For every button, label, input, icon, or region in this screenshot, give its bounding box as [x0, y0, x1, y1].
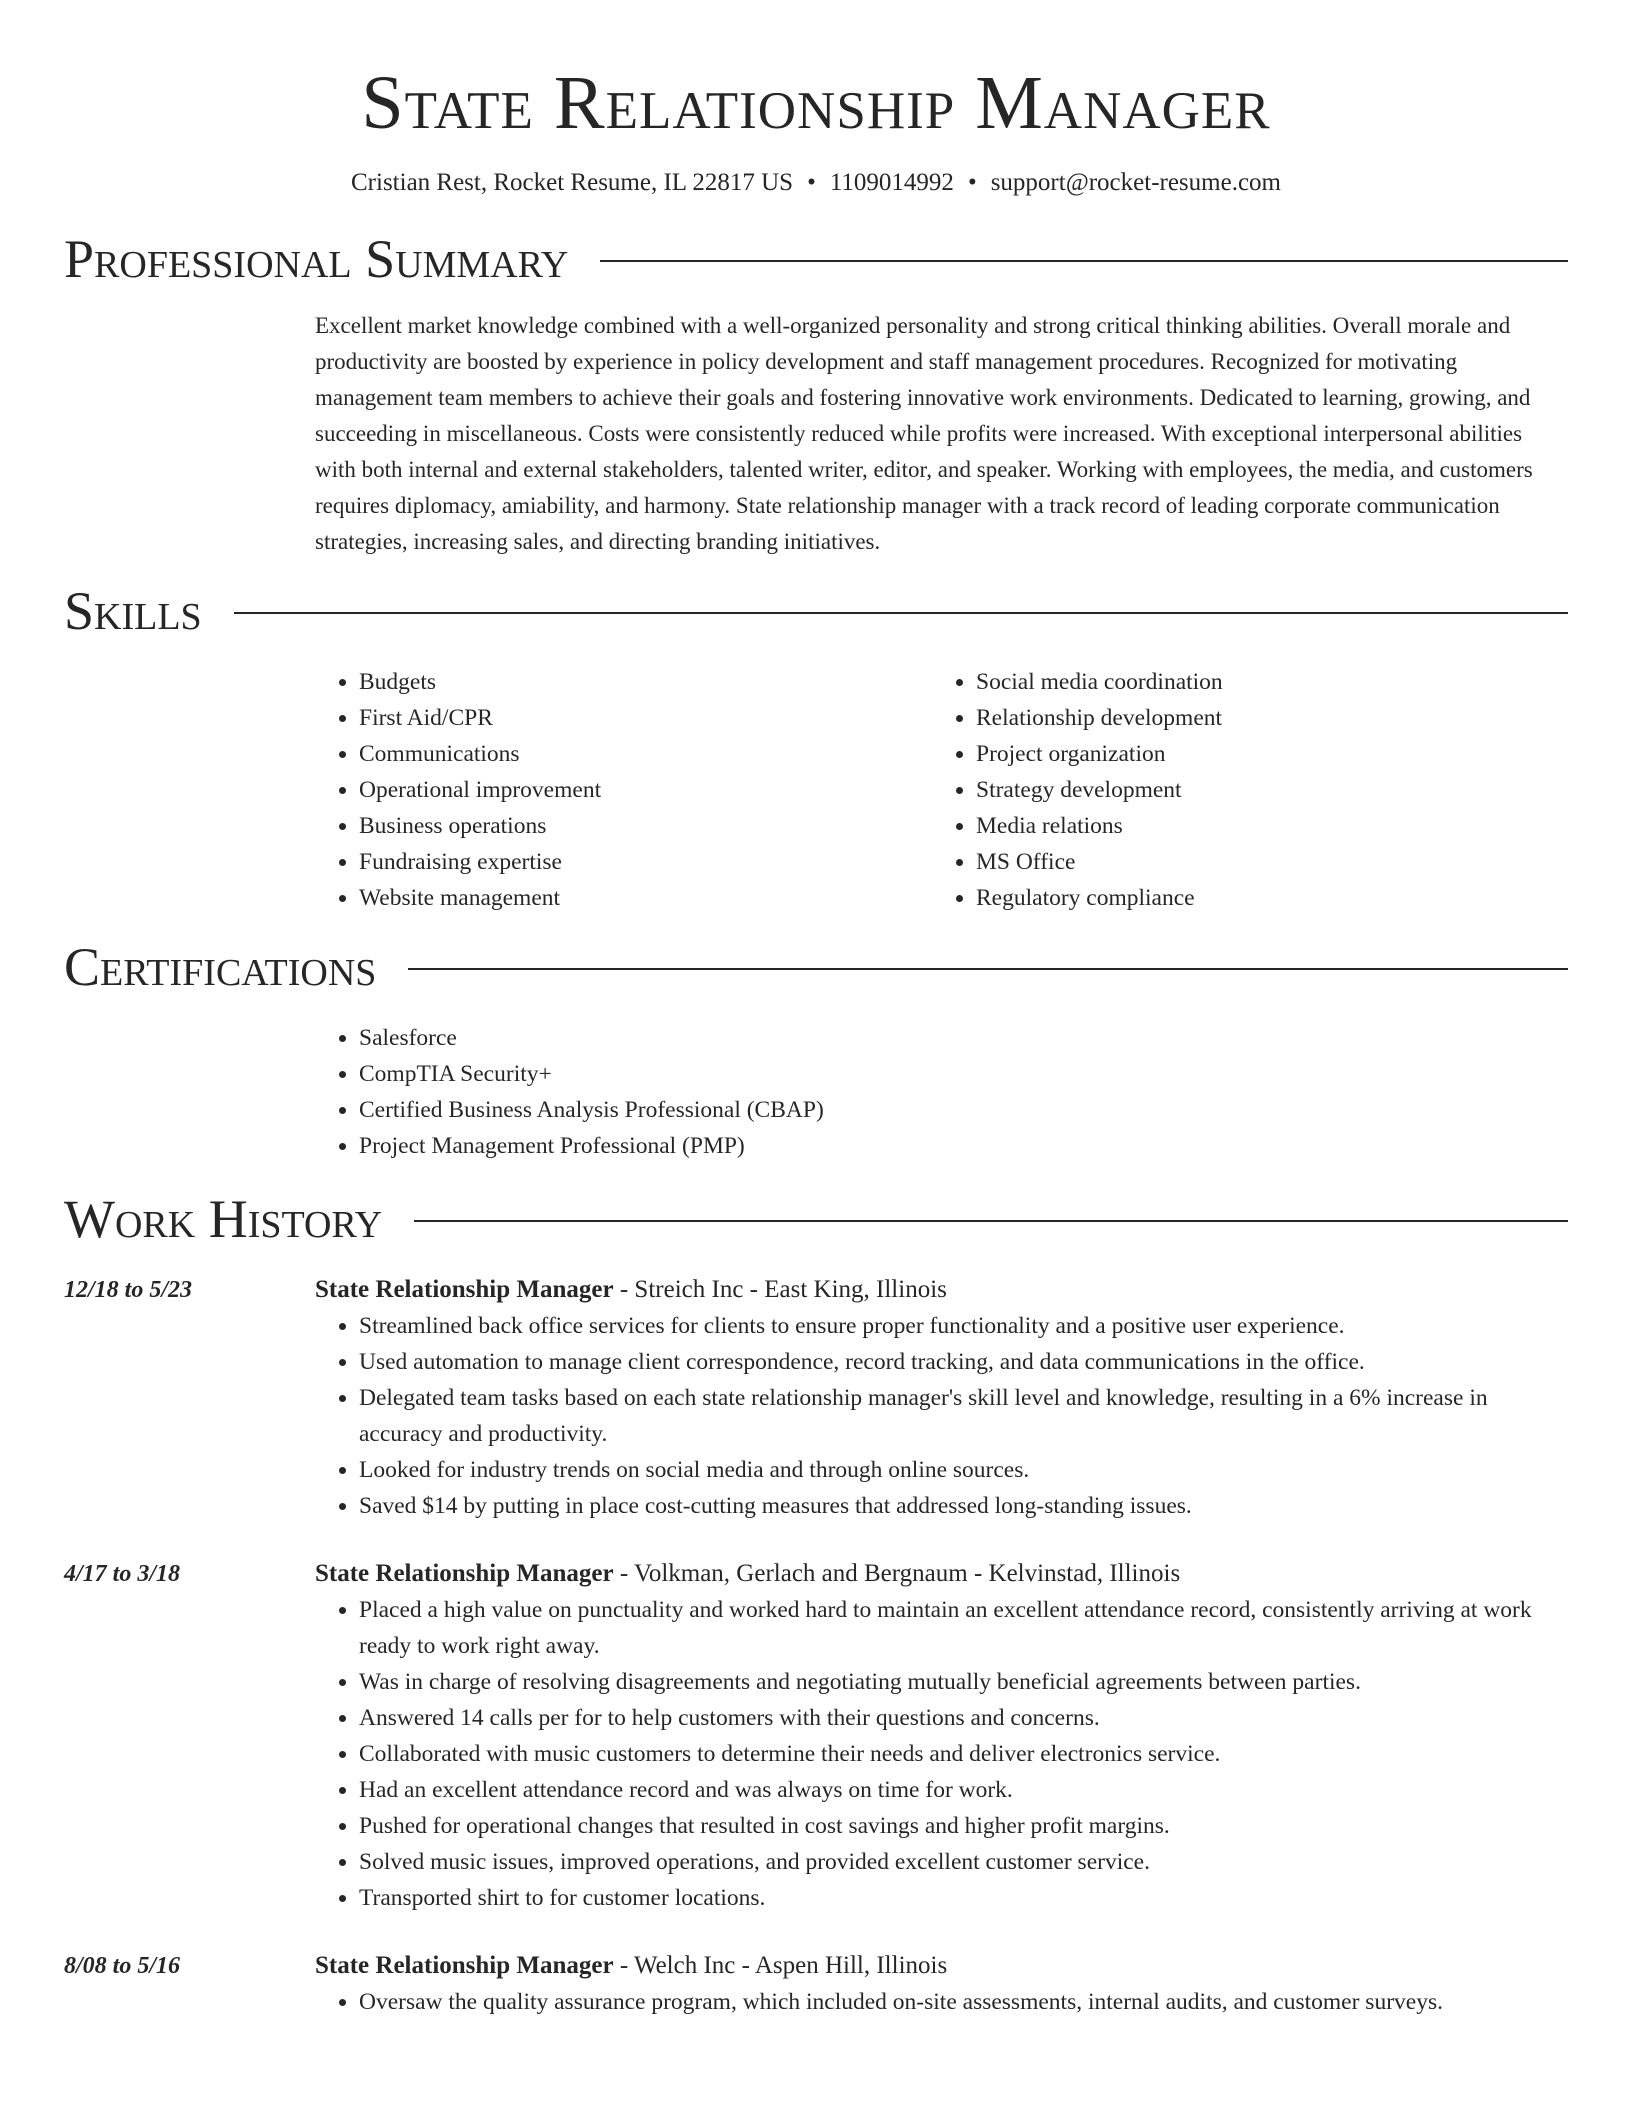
work-history-heading — [64, 1184, 1568, 1254]
list-item: • Strategy development — [976, 772, 1549, 808]
job-bullet: • Collaborated with music customers to determine their needs and deliver electronics service. — [359, 1736, 1568, 1772]
summary-section — [64, 224, 1568, 560]
job-entry — [64, 1556, 1568, 1916]
certifications-title: Certifications — [64, 937, 377, 998]
job-bullet: • Had an excellent attendance record and was always on time for work. — [359, 1772, 1568, 1808]
job-role: State Relationship Manager — [315, 1952, 614, 1980]
job-details — [315, 1948, 1568, 2020]
skills-title: Skills — [64, 581, 202, 642]
job-bullet: • Saved $14 by putting in place cost-cutting measures that addressed long-standing issues. — [359, 1488, 1568, 1524]
skills-list-left — [315, 664, 932, 916]
skills-column-right — [932, 664, 1549, 916]
skills-list-right — [932, 664, 1549, 916]
list-item: • Project Management Professional (PMP) — [359, 1128, 1568, 1164]
list-item: • Operational improvement — [359, 772, 932, 808]
job-bullet: • Used automation to manage client correspondence, record tracking, and data communications in the office. — [359, 1344, 1568, 1380]
job-bullet: • Streamlined back office services for clients to ensure proper functionality and a positive user experience. — [359, 1308, 1568, 1344]
job-details — [315, 1556, 1568, 1916]
list-item: • Regulatory compliance — [976, 880, 1549, 916]
job-dates: 12/18 to 5/23 — [64, 1277, 193, 1304]
skills-heading — [64, 576, 1568, 646]
job-bullet-list — [315, 1984, 1568, 2020]
job-bullet: • Looked for industry trends on social media and through online sources. — [359, 1452, 1568, 1488]
job-dates: 4/17 to 3/18 — [64, 1561, 181, 1588]
certifications-heading — [64, 932, 1568, 1002]
work-history-section — [64, 1184, 1568, 2020]
list-item: • Salesforce — [359, 1020, 1568, 1056]
job-bullet: • Placed a high value on punctuality and worked hard to maintain an excellent attendance record, consistently arriving at work ready to work right away. — [359, 1592, 1568, 1664]
certifications-list — [315, 1020, 1568, 1164]
section-divider — [600, 260, 1568, 262]
contact-separator: • — [807, 169, 816, 197]
list-item: • Communications — [359, 736, 932, 772]
section-divider — [414, 1220, 1568, 1222]
list-item: • Business operations — [359, 808, 932, 844]
summary-title: Professional Summary — [64, 229, 569, 290]
job-entry — [64, 1948, 1568, 2020]
resume-page — [64, 0, 1568, 2020]
job-dates: 8/08 to 5/16 — [64, 1953, 181, 1980]
job-bullet: • Was in charge of resolving disagreements and negotiating mutually beneficial agreements between parties. — [359, 1664, 1568, 1700]
list-item: • Certified Business Analysis Professional (CBAP) — [359, 1092, 1568, 1128]
list-item: • Social media coordination — [976, 664, 1549, 700]
contact-address: Cristian Rest, Rocket Resume, IL 22817 US — [351, 169, 794, 197]
list-item: • Website management — [359, 880, 932, 916]
resume-name: State Relationship Manager — [361, 61, 1271, 145]
job-bullet: • Answered 14 calls per for to help customers with their questions and concerns. — [359, 1700, 1568, 1736]
summary-text: Excellent market knowledge combined with a well-organized personality and strong critical thinking abilities. Overall morale and productivity are boosted by experience in policy development and staff management procedures. Recognized for motivating management team members to achieve their goals and fostering innovative work environments. Dedicated to learning, growing, and succeeding in miscellaneous. Costs were consistently reduced while profits were increased. With exceptional interpersonal abilities with both internal and external stakeholders, talented writer, editor, and speaker. Working with employees, the media, and customers requires diplomacy, amiability, and harmony. State relationship manager with a track record of leading corporate communication strategies, increasing sales, and directing branding initiatives. — [315, 313, 1533, 555]
job-employer-location: - Volkman, Gerlach and Bergnaum - Kelvinstad, Illinois — [613, 1560, 1181, 1588]
contact-phone: 1109014992 — [829, 169, 954, 197]
job-role: State Relationship Manager — [315, 1276, 614, 1304]
job-role: State Relationship Manager — [315, 1560, 614, 1588]
certifications-section — [64, 932, 1568, 1164]
job-bullet: • Transported shirt to for customer locations. — [359, 1880, 1568, 1916]
job-bullet: • Oversaw the quality assurance program, which included on-site assessments, internal audits, and customer surveys. — [359, 1984, 1568, 2020]
job-entry — [64, 1272, 1568, 1524]
contact-line — [64, 165, 1568, 200]
certifications-body — [315, 1020, 1568, 1164]
job-bullet: • Solved music issues, improved operations, and provided excellent customer service. — [359, 1844, 1568, 1880]
contact-separator: • — [967, 169, 977, 197]
skills-grid — [315, 664, 1568, 916]
summary-heading — [64, 224, 1568, 294]
job-header — [315, 1272, 1568, 1308]
contact-email: support@rocket-resume.com — [990, 169, 1281, 197]
job-details — [315, 1272, 1568, 1524]
list-item: • MS Office — [976, 844, 1549, 880]
work-history-title: Work History — [64, 1189, 383, 1250]
skills-column-left — [315, 664, 932, 916]
summary-body — [315, 308, 1568, 560]
job-bullet: • Delegated team tasks based on each state relationship manager's skill level and knowledge, resulting in a 6% increase in accuracy and productivity. — [359, 1380, 1568, 1452]
job-header — [315, 1948, 1568, 1984]
job-bullet-list — [315, 1592, 1568, 1916]
list-item: • Media relations — [976, 808, 1549, 844]
list-item: • Budgets — [359, 664, 932, 700]
job-bullet: • Pushed for operational changes that resulted in cost savings and higher profit margins. — [359, 1808, 1568, 1844]
list-item: • Relationship development — [976, 700, 1549, 736]
job-employer-location: - Streich Inc - East King, Illinois — [613, 1276, 947, 1304]
job-list — [64, 1272, 1568, 2020]
section-divider — [408, 968, 1568, 970]
list-item: • CompTIA Security+ — [359, 1056, 1568, 1092]
section-divider — [234, 612, 1568, 614]
job-bullet-list — [315, 1308, 1568, 1524]
skills-section — [64, 576, 1568, 916]
job-employer-location: - Welch Inc - Aspen Hill, Illinois — [613, 1952, 948, 1980]
list-item: • Project organization — [976, 736, 1549, 772]
skills-body — [315, 664, 1568, 916]
job-header — [315, 1556, 1568, 1592]
list-item: • Fundraising expertise — [359, 844, 932, 880]
list-item: • First Aid/CPR — [359, 700, 932, 736]
